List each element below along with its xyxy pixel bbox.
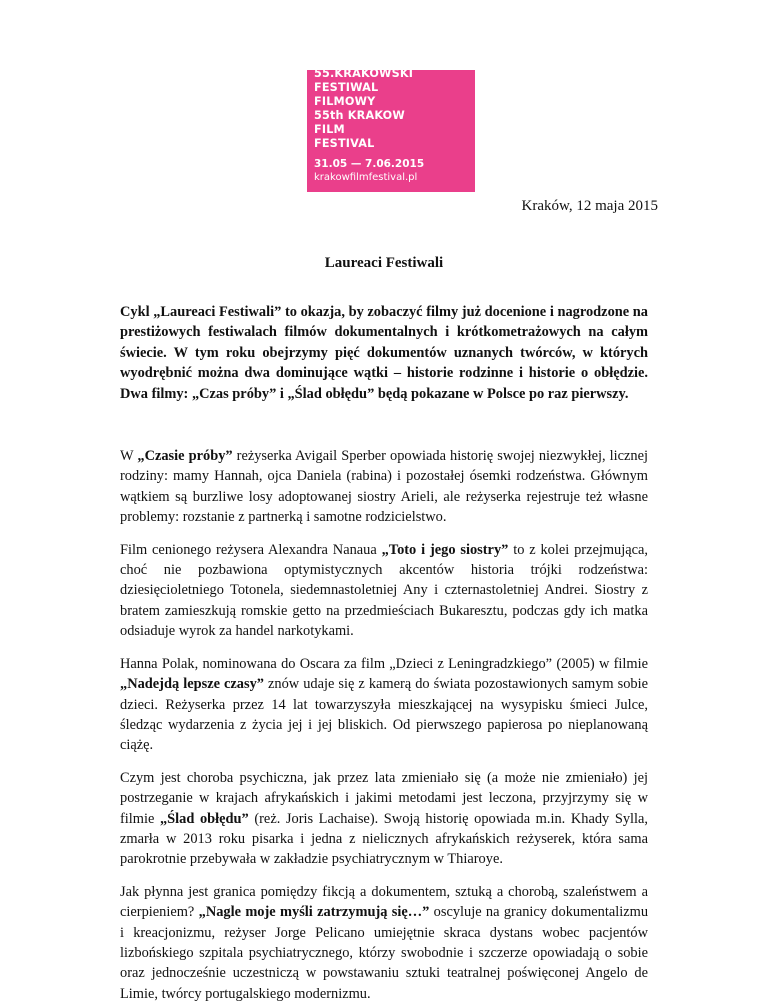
film-title: „Ślad obłędu” <box>159 810 249 827</box>
body-paragraph <box>120 540 648 642</box>
body-paragraph <box>120 882 648 1004</box>
logo-line: FILM <box>314 123 345 136</box>
paragraph-text: znów udaje się z kamerą do świata pozostawionych samym sobie dzieci. Reżyserka przez 14 lat towarzyszyła mieszkającej na wysypisku śmieci Julce, śledząc wydarzenia z życia jej i jej bliskich. Od pierwszego papierosa po nieplanowaną ciążę. <box>120 676 648 754</box>
body-paragraph <box>120 446 648 528</box>
logo-line: FESTIWAL <box>314 81 379 94</box>
paragraph-text: Hanna Polak, nominowana do Oscara za film „Dzieci z Leningradzkiego” (2005) w filmie <box>120 655 648 672</box>
lead-paragraph: Cykl „Laureaci Festiwali” to okazja, by zobaczyć filmy już docenione i nagrodzone na prestiżowych festiwalach filmów dokumentalnych i krótkometrażowych na całym świecie. W tym roku obejrzymy pięć dokumentów uznanych twórców, w których wyodrębnić można dwa dominujące wątki – historie rodzinne i historie o obłędzie. Dwa filmy: „Czas próby” i „Ślad obłędu” będą pokazane w Polsce po raz pierwszy. <box>120 304 648 402</box>
festival-logo <box>307 70 475 192</box>
paragraph-text: Czym jest choroba psychiczna, jak przez lata zmieniało się (a może nie zmieniało) jej postrzeganie w krajach afrykańskich i jakimi metodami jest leczona, przyjrzymy się w filmie <box>120 769 648 827</box>
logo-line: 55th KRAKOW <box>314 109 405 122</box>
paragraph-text: (reż. Joris Lachaise). Swoją historię opowiada m.in. Khady Sylla, zmarła w 2013 roku pisarka i jedna z nielicznych afrykańskich reżyserek, która sama parokrotnie przebywała w zakładzie psychiatrycznym w Thiaroye. <box>120 810 648 868</box>
logo-footer <box>314 157 424 185</box>
paragraph-text: oscyluje na granicy dokumentalizmu i kreacjonizmu, reżyser Jorge Pelicano umiejętnie skraca dystans wobec pacjentów lizbońskiego szpitala psychiatrycznego, którzy swobodnie i szczerze opowiadają o sobie oraz jednocześnie uczestniczą w powstawaniu sztuki teatralnej poświęconej Angelo de Limie, twórcy portugalskiego modernizmu. <box>120 904 649 1002</box>
logo-wordmark <box>314 70 413 151</box>
paragraph-text: to z kolei przejmująca, choć nie pozbawiona optymistycznych akcentów historia trójki rodzeństwa: dziesięcioletniego Totonela, siedemnastoletniej Any i czternastoletniej Andrei. Siostry z bratem zamieszkują romskie getto na przedmieściach Bukaresztu, podczas gdy ich matka odsiaduje wyrok za handel narkotykami. <box>120 541 649 640</box>
logo-line: FESTIVAL <box>314 137 375 150</box>
paragraph-text: reżyserka Avigail Sperber opowiada historię swojej niezwykłej, licznej rodziny: mamy Hannah, ojca Daniela (rabina) i pozostałej ósemki rodzeństwa. Głównym wątkiem są burzliwe losy adoptowanej siostry Arieli, ale reżyserka rejestruje też własne problemy: rozstanie z partnerką i samotne rodzicielstwo. <box>120 448 649 526</box>
film-title: „Nadejdą lepsze czasy” <box>120 676 264 693</box>
paragraph-text: Film cenionego reżysera Alexandra Nanaua <box>120 541 382 558</box>
body-paragraph <box>120 768 648 870</box>
logo-line: FILMOWY <box>314 95 376 108</box>
festival-dates: 31.05 — 7.06.2015 <box>314 158 425 170</box>
paragraph-text: Jak płynna jest granica pomiędzy fikcją a dokumentem, sztuką a chorobą, szaleństwem a cierpieniem? <box>120 883 648 921</box>
film-title: „Nagle moje myśli zatrzymują się…” <box>198 904 430 921</box>
festival-url: krakowfilmfestival.pl <box>314 172 418 183</box>
paragraph-text: W <box>120 448 138 465</box>
document-body <box>120 302 648 1004</box>
document-title: Laureaci Festiwali <box>324 255 444 271</box>
body-paragraph <box>120 654 648 756</box>
film-title: „Toto i jego siostry” <box>381 541 509 558</box>
film-title: „Czasie próby” <box>137 448 233 465</box>
logo-line: 55.KRAKOWSKI <box>314 70 414 80</box>
dateline: Kraków, 12 maja 2015 <box>521 198 658 214</box>
